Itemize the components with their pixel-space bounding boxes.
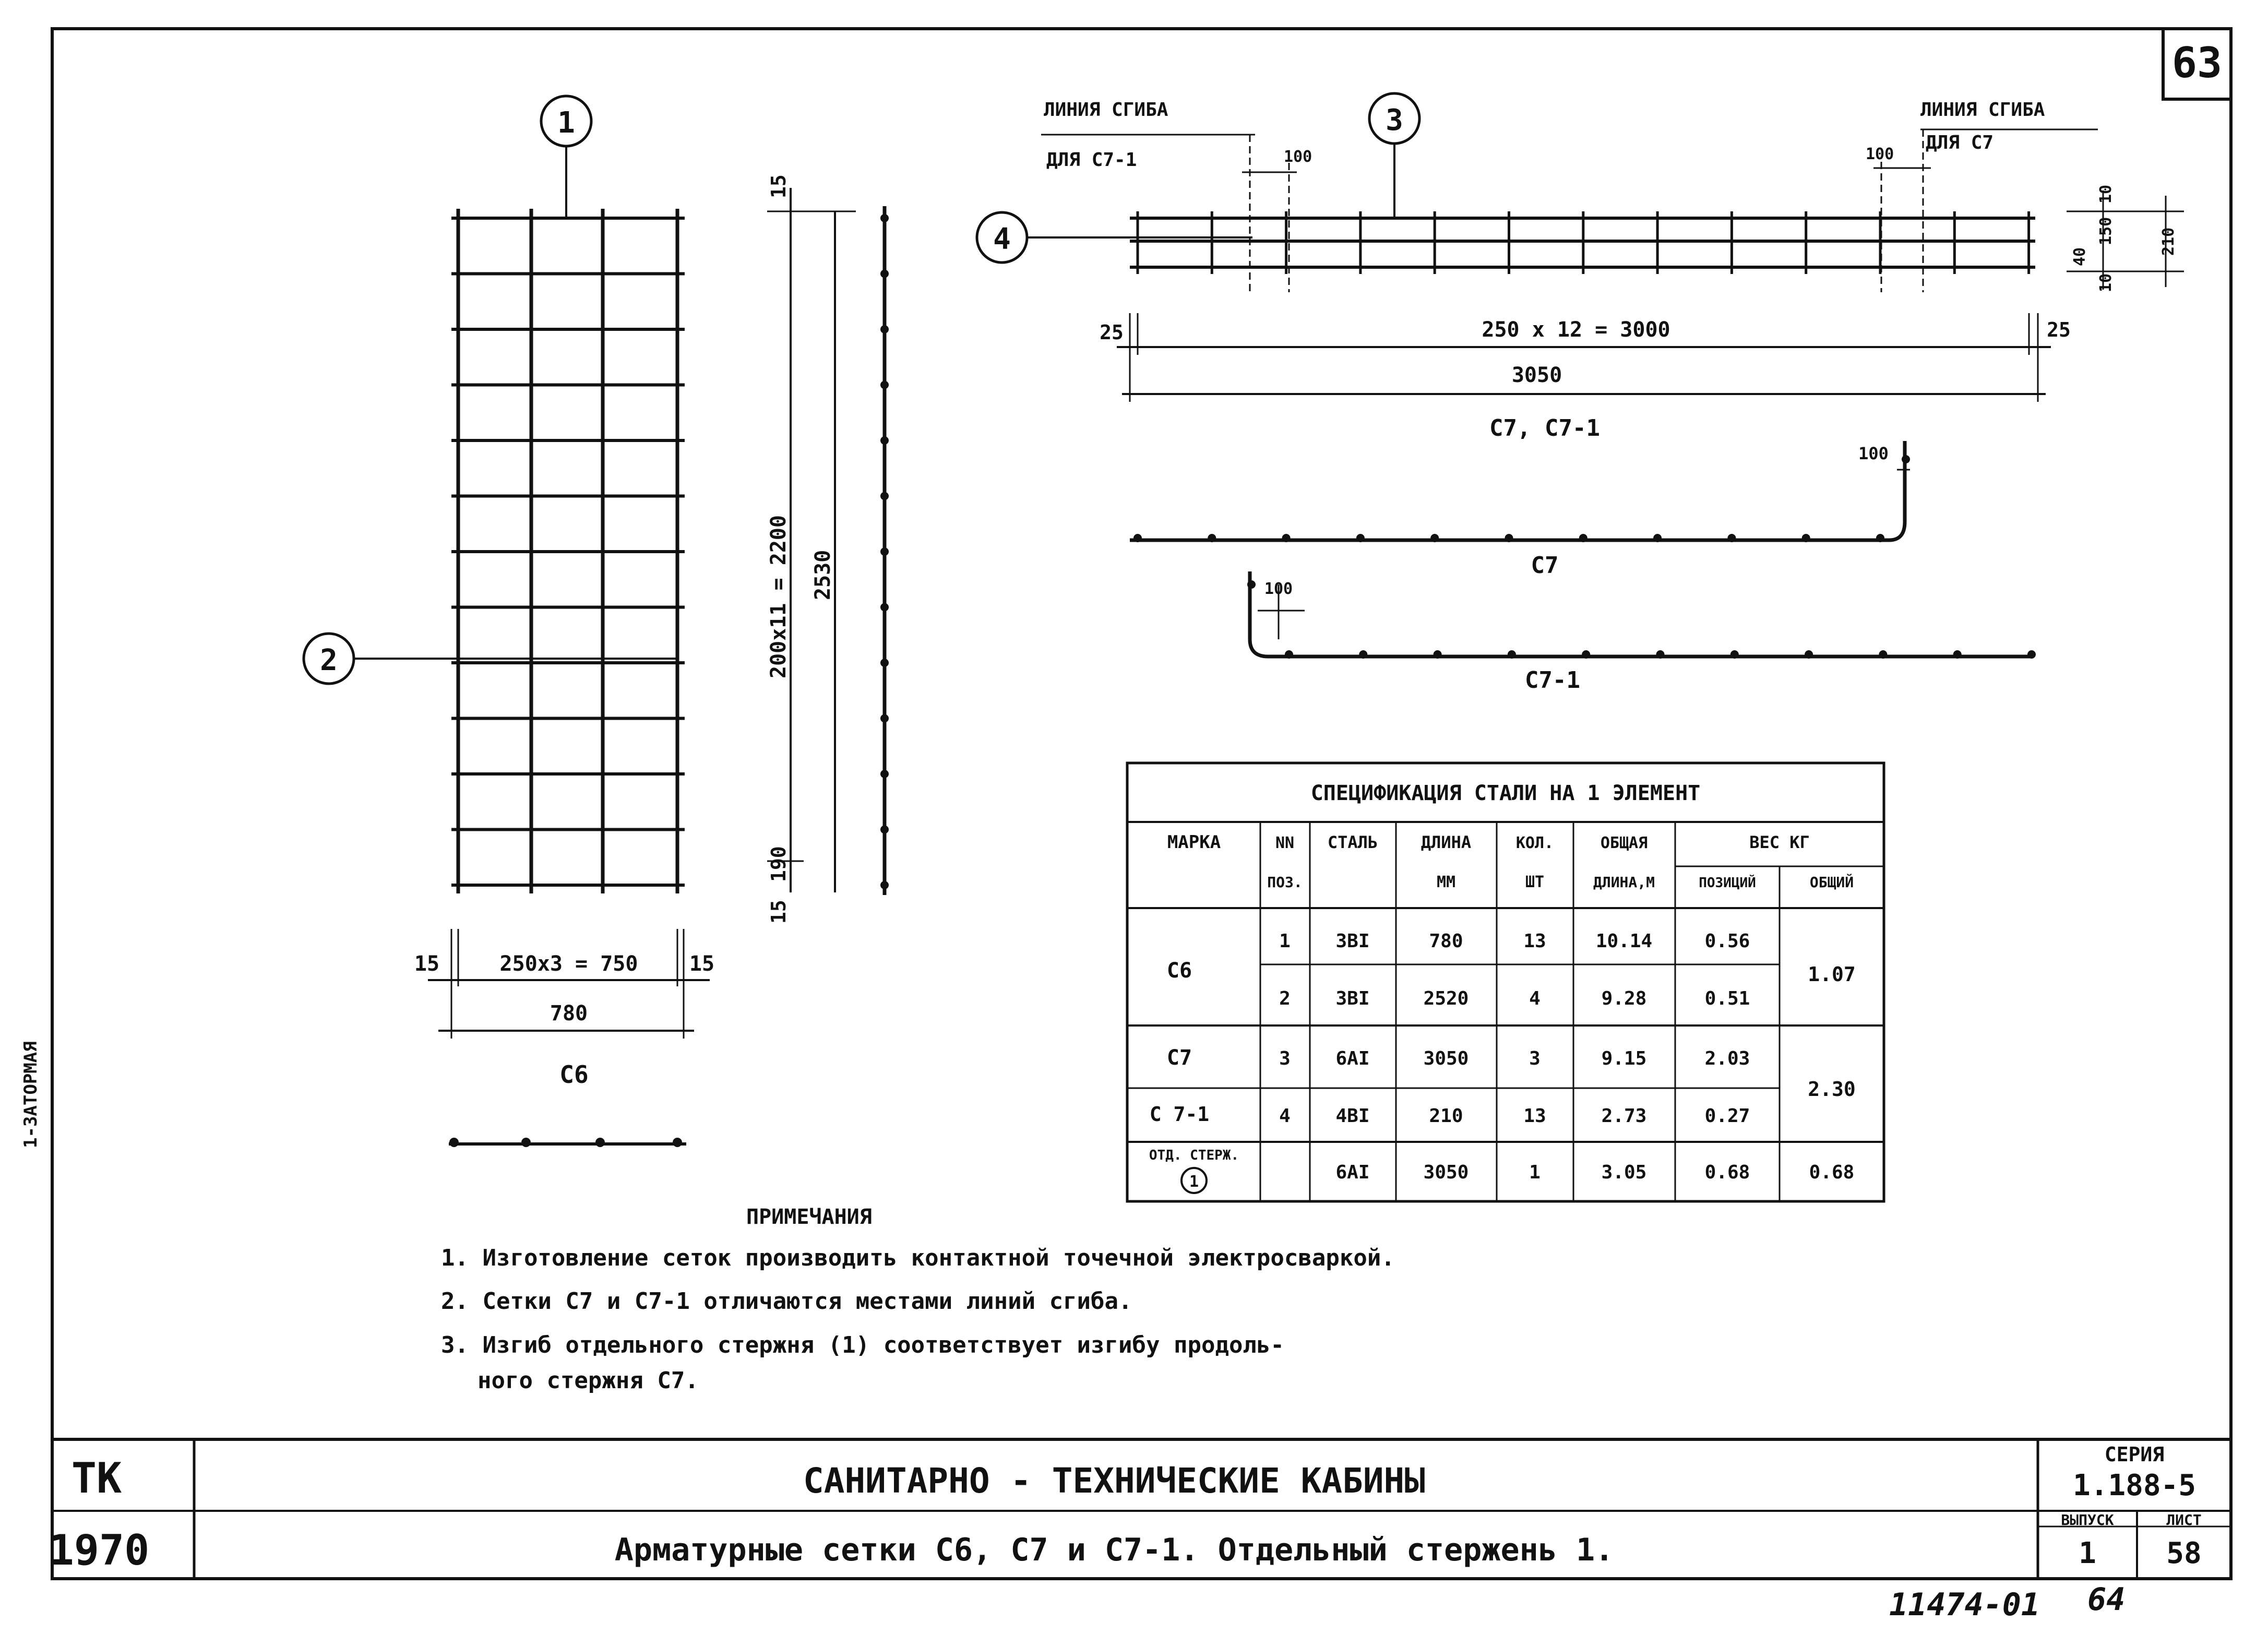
spec-h-mark: МАРКА	[1167, 832, 1221, 853]
c71-bar-dots	[1247, 580, 2036, 659]
dim-c6-width-total: 780	[550, 1001, 588, 1025]
c71-bar-dot	[1656, 650, 1665, 659]
c71-bar-dot	[2027, 650, 2036, 659]
h-dim-total: 210	[2159, 227, 2178, 256]
title-block-series-label: СЕРИЯ	[2104, 1443, 2165, 1466]
callout-3: 3	[1386, 103, 1403, 137]
c7-bar-dots	[1133, 455, 1910, 542]
spec-length: 2520	[1423, 988, 1469, 1009]
callout-4: 4	[993, 222, 1011, 256]
c6-side-dot	[880, 547, 889, 556]
spec-weight-pos: 2.03	[1704, 1048, 1750, 1069]
c7-bar-dot	[1505, 534, 1513, 542]
c71-bar-dot	[1285, 650, 1293, 659]
page-number: 63	[2171, 39, 2223, 87]
bend-left-offset: 100	[1284, 148, 1312, 166]
title-block-subtitle: Арматурные сетки С6, С7 и С7-1. Отдельный стержень 1.	[614, 1532, 1614, 1568]
footer-page: 64	[2087, 1581, 2126, 1618]
bend-line-right-2: ДЛЯ С7	[1926, 132, 1994, 153]
spec-title: СПЕЦИФИКАЦИЯ СТАЛИ НА 1 ЭЛЕМЕНТ	[1310, 781, 1701, 805]
c7-bend: 100	[1858, 444, 1889, 463]
c7-bent-bar	[1130, 441, 1905, 540]
spec-h-total-len-2: ДЛИНА,М	[1593, 874, 1655, 891]
c6-side-dot	[880, 770, 889, 778]
c71-bend: 100	[1264, 580, 1293, 598]
footer-number: 11474-01	[1889, 1587, 2040, 1623]
c6-side-dot	[880, 214, 889, 222]
spec-h-pos-2: ПОЗ.	[1267, 874, 1303, 891]
spec-mark-c71: C 7-1	[1149, 1103, 1210, 1126]
spec-steel: 4BI	[1335, 1105, 1370, 1127]
h-dim-2: 150	[2097, 217, 2115, 245]
spec-pos: 1	[1279, 931, 1291, 952]
title-block-issue-value: 1	[2079, 1536, 2096, 1570]
spec-h-pos-1: NN	[1275, 834, 1295, 852]
spec-length: 3050	[1423, 1162, 1469, 1183]
c6-side-dot	[880, 381, 889, 389]
c6-side-dot	[880, 492, 889, 500]
c71-bar-dot	[1953, 650, 1962, 659]
c7-bar-label: C7	[1531, 552, 1559, 579]
c7-bar-dot	[1208, 534, 1216, 542]
c6-section-dot	[449, 1138, 459, 1147]
dim-c7-left: 25	[1100, 321, 1124, 344]
spec-h-weight-total: ОБЩИЙ	[1809, 874, 1854, 891]
spec-total-weight-c6: 1.07	[1808, 963, 1856, 986]
spec-qty: 3	[1529, 1048, 1541, 1069]
spec-pos: 4	[1279, 1105, 1291, 1127]
spec-table	[1127, 763, 1884, 1201]
spec-h-weight-pos: ПОЗИЦИЙ	[1699, 875, 1756, 891]
c7-bar-dot	[1430, 534, 1439, 542]
note-item: 3. Изгиб отдельного стержня (1) соответствует изгибу продоль-	[441, 1332, 1284, 1358]
c6-side-dot	[880, 659, 889, 667]
title-block-series-value: 1.188-5	[2072, 1469, 2197, 1502]
dim-c7-right: 25	[2047, 318, 2071, 341]
spec-weight-pos: 0.56	[1704, 931, 1750, 952]
spec-total-len: 9.15	[1601, 1048, 1647, 1069]
spec-steel: 3BI	[1335, 988, 1370, 1009]
dim-c6-total: 2530	[811, 550, 835, 600]
title-block-issue-label: ВЫПУСК	[2061, 1511, 2114, 1529]
spec-total-len: 10.14	[1595, 931, 1653, 952]
dim-c7-formula: 250 x 12 = 3000	[1482, 318, 1670, 342]
spec-table-frame	[1127, 763, 1884, 1201]
notes-title: ПРИМЕЧАНИЯ	[746, 1205, 872, 1229]
c7-bar-dot	[1802, 534, 1810, 542]
c7-bar-dot	[1579, 534, 1587, 542]
spec-h-steel: СТАЛЬ	[1327, 832, 1378, 852]
c71-bar-dot	[1247, 580, 1256, 589]
bend-right-offset: 100	[1866, 145, 1894, 163]
title-block-year: 1970	[49, 1526, 150, 1575]
c7-bar-dot	[1282, 534, 1291, 542]
c6-side-dot	[880, 826, 889, 834]
h-dim-4: 10	[2097, 273, 2115, 292]
bend-line-right-1: ЛИНИЯ СГИБА	[1920, 99, 2045, 121]
spec-h-qty-2: ШТ	[1525, 873, 1545, 891]
spec-total-weight-c7: 2.30	[1808, 1078, 1856, 1101]
spec-h-total-len-1: ОБЩАЯ	[1600, 834, 1648, 852]
spec-steel: 6AI	[1335, 1162, 1370, 1183]
c7-bar-dot	[1356, 534, 1365, 542]
spec-weight-pos: 0.68	[1704, 1162, 1750, 1183]
dim-c6-width-left: 15	[414, 952, 440, 976]
spec-h-qty-1: КОЛ.	[1515, 834, 1554, 852]
spec-mark-separate-num: 1	[1189, 1173, 1199, 1191]
spec-length: 210	[1429, 1105, 1463, 1127]
bend-line-left-2: ДЛЯ С7-1	[1046, 149, 1137, 171]
dim-c7-total: 3050	[1511, 363, 1562, 387]
spec-total-len: 2.73	[1601, 1105, 1647, 1127]
spec-h-length-2: ММ	[1436, 873, 1456, 891]
c6-label: C6	[559, 1060, 589, 1089]
dim-c6-top: 15	[767, 174, 790, 198]
c71-bar-label: C7-1	[1525, 667, 1580, 694]
spec-pos: 3	[1279, 1048, 1291, 1069]
callout-2: 2	[320, 643, 338, 677]
dim-c6-width-right: 15	[689, 952, 715, 976]
c6-section-dot	[673, 1138, 682, 1147]
bend-line-left-1: ЛИНИЯ СГИБА	[1044, 99, 1168, 121]
c6-section-dot	[595, 1138, 605, 1147]
c6-side-dot	[880, 270, 889, 278]
c71-bar-dot	[1508, 650, 1516, 659]
h-dim-1: 10	[2097, 184, 2115, 204]
c6-side-dot	[880, 603, 889, 612]
c71-bar-dot	[1359, 650, 1367, 659]
c6-section-dot	[521, 1138, 531, 1147]
c71-bar-dot	[1879, 650, 1887, 659]
c7-bar-dot	[1876, 534, 1884, 542]
c71-bar-dot	[1730, 650, 1739, 659]
spec-weight-pos: 0.27	[1704, 1105, 1750, 1127]
spec-h-weight: ВЕС КГ	[1749, 832, 1810, 852]
spec-total-len: 3.05	[1601, 1162, 1647, 1183]
spec-qty: 4	[1529, 988, 1541, 1009]
spec-length: 780	[1429, 931, 1463, 952]
h-dim-3: 40	[2071, 247, 2089, 266]
title-block-sheet-value: 58	[2166, 1536, 2202, 1570]
dim-c6-bottom-b: 15	[767, 900, 790, 924]
c7-bar-dot	[1727, 534, 1736, 542]
spec-qty: 1	[1529, 1162, 1541, 1183]
c7-bar-dot	[1653, 534, 1662, 542]
c7-bar-dot	[1133, 534, 1142, 542]
spec-qty: 13	[1523, 1105, 1546, 1127]
side-stamp: 1-ЗАТОРМАЯ	[20, 1041, 41, 1148]
note-item: 2. Сетки С7 и С7-1 отличаются местами линий сгиба.	[441, 1288, 1132, 1315]
c6-side-dot	[880, 714, 889, 723]
spec-h-length-1: ДЛИНА	[1421, 832, 1472, 852]
mesh-c6-grid	[451, 209, 685, 893]
spec-mark-c7: C7	[1166, 1046, 1192, 1070]
dim-c6-mid: 200x11 = 2200	[767, 515, 791, 678]
mesh-c7-plan	[1130, 211, 2035, 274]
spec-total-len: 9.28	[1601, 988, 1647, 1009]
title-block-sheet-label: ЛИСТ	[2166, 1511, 2202, 1529]
dim-c6-bottom-a: 190	[767, 846, 790, 882]
c71-bar-dot	[1434, 650, 1442, 659]
spec-mark-separate: ОТД. СТЕРЖ.	[1149, 1148, 1239, 1163]
callout-1: 1	[557, 106, 575, 140]
c7-bar-dot	[1902, 455, 1910, 463]
note-item: ного стержня С7.	[478, 1367, 699, 1394]
spec-pos: 2	[1279, 988, 1291, 1009]
title-block-org: ТК	[71, 1454, 122, 1502]
spec-steel: 6AI	[1335, 1048, 1370, 1069]
spec-total-weight-separate: 0.68	[1809, 1162, 1855, 1183]
spec-weight-pos: 0.51	[1704, 988, 1750, 1009]
title-block-title: САНИТАРНО - ТЕХНИЧЕСКИЕ КАБИНЫ	[803, 1461, 1426, 1501]
c6-side-dot	[880, 325, 889, 333]
spec-length: 3050	[1423, 1048, 1469, 1069]
dim-c6-width-formula: 250x3 = 750	[499, 952, 638, 976]
c71-bar-dot	[1805, 650, 1813, 659]
c6-side-dot	[880, 436, 889, 445]
c6-side-dot	[880, 881, 889, 889]
c7-label: C7, C7-1	[1489, 415, 1600, 442]
c71-bent-bar	[1250, 571, 2033, 657]
note-item: 1. Изготовление сеток производить контактной точечной электросваркой.	[441, 1245, 1395, 1271]
spec-mark-c6: C6	[1166, 959, 1192, 983]
spec-steel: 3BI	[1335, 931, 1370, 952]
spec-qty: 13	[1523, 931, 1546, 952]
c71-bar-dot	[1582, 650, 1590, 659]
